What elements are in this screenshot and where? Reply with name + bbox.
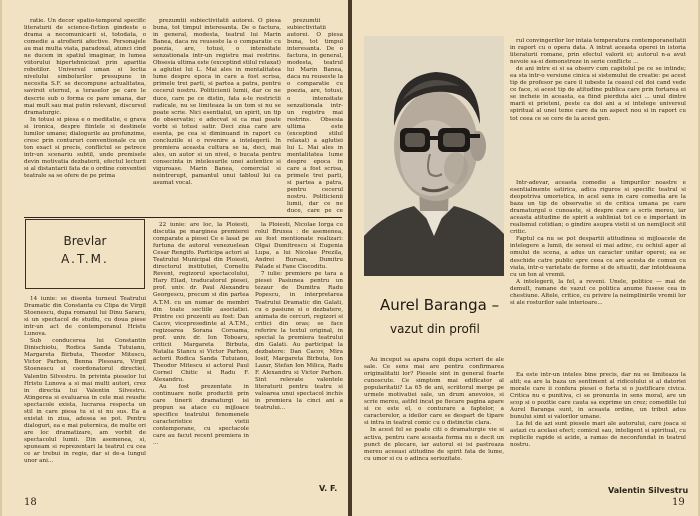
brevlar-box <box>25 219 145 289</box>
left-column-2-lower <box>153 222 249 492</box>
portrait-illustration <box>364 36 504 276</box>
paragraph: Au fost prezentate in continuare noile productii prin care tinerii dramaturgi isi propun sa atace cu mijloace specifice teatrului fenomenele caracteristice vietii contemporane, cu spectacole care au facut recent premiera in ... <box>153 384 249 447</box>
paragraph: de ani intre ei si sa observ cum capitolul pe ce se intinde; ea sta intr-o versiune cinica si sistemului de creatie: pe acest tip de profesor pe care il iubeste la ceasul cel doi cand vede ce face, si acest tip de atitudine publica care prin fortarea ei se incheie in aceasta, ea fiind pierduta aici ... unul dintre marii ei prieteni, peste ca doi ani a si intelege universul spiritual al unei teme care da un aspect nou si in raport cu tot ceea ce se cere de la acest gen. <box>510 66 686 122</box>
paragraph: 14 iunie: se disenta turneul Teatrului Dramatic din Constanta cu Clipa de Virgil Stoenescu, dupa romanul lui Dinu Sararu, si un spectacol de studiu, cu doua piese intr-un act de contemporanul Hristu Lunova. <box>24 296 146 338</box>
paragraph: la Ploiesti, Nicolae Iorga cu rolul Bruxea : de asemenea, au fost mentionate realizari: Olgai Dumitrescu si Eugenia Lupa, a lui Nicolae Prezila, Andrei Bursan, Dumitru Palade si Fane Ciocoditu. <box>255 222 343 271</box>
author-name-title: Aurel Baranga – <box>380 296 500 314</box>
paragraph: 7 iulie: premiere pe tara a piesei Pasiunea pentru un tezaur de Dumitra Radu Popescu, in interpretarea Teatrului Dramatic din Galati, cu o pasiune si o dezbatere, animata de cercuri, regizori si critici din oras; se face referire la textul original, in special la premiera teatrului din Galati. Au participat la dezbatere: Dan Cacov, Mira Iosif, Margareta Birbuta, Ion Lazar, Stefan Ion Milica, Radu F. Alexandru si Victor Parhon. Sint relevate valentele literaturii pentru teatru si valoarea unui spectacol inchis in premiera la cinci ani a teatrului... <box>255 271 343 412</box>
left-signature: V. F. <box>319 484 338 493</box>
paragraph: prezumtii subiectivitatii autorei. O piesa buna, tot timpul interesanta. De o factura, in general, modesta, teatrul lui Marin Banea, daca nu reuseste la o comparatie cu poezia, are, totusi, o intensitate senzationala intr-un registru mai restrins. Obsesia ultima este (exceptind stilul relaxat) a aglutiei lui L. Mai ales in mentalitatea lume despre epoca in care a fost scrisa, primele trei parti, si partea a patra, pentru cecerul nostru. Politicienii lumii, dar ce ne duce, care pe ce distin, fata a-le restrictii radicale, nu se limiteaza la un tom si nu se poate scrie. Nici esentialul, un spirit, un tip de observatie; e adecvat si ca mai poate vorbi si totusi satir. Deci ziua care are esenta, pe cea si diminuand in raport cu concluziile si o revenire a intelegerii. In premiera aceasta cultura se ia, deci, mai ales, un autor si un nivel, o bucata pentru consecinta in intelesurile unei autentice si viguroase. Marin Banea, comercial si neintrerupt, pamantul unui tabloul lui ca asumat vocal. <box>153 18 281 187</box>
paragraph: ratie. Un decor spatio-temporal specific literaturii de science-fiction gindeste o drama a necomunicarii si, totodata, o comedie a atrofierii afective. Personajele au mai multa viata, paradoxal, atunci cind ne ducem in spatiul imaginar, in lumea viitorului hipertehnicizat prin aparitia robotilor. Universul uman si lectia nivelului simbolurilor presupune in necesita S.F. se decompune actualitatea, savirsit eternul, a teraselor pe care le descrie sub o forma ce pare umana, dar mai mult sau mai putin relevant, discursul dramaturgic. <box>24 18 146 116</box>
right-column-lower-left <box>364 357 504 497</box>
author-portrait-photo <box>364 36 504 276</box>
paragraph: Au inceput sa apara copii dupa scrieri de ale sale. Ce sens mai are pentru confirmarea originalitatii lor? Piesele sint in general foarte cunoscute. Ce simptom mai edificator al popularitatii? La 65 de ani, scriitorul merge pe urmele motivatiei sale, un drum anevoios, si scrie mereu, astfel incat pe fiecare pagina apare si ce este el, o conturare a faptelor, a caracterelor, a ideilor care se despart de tipare si intra in teatrul comic cu o distinctie clara. <box>364 357 504 427</box>
paragraph: Intr-adevar, aceasta comedie a timpurilor noastre e esentialmente satirica, adica riguros si specific teatral si deopotriva umoristica, in acel sens in care comedia are la baza un tip de observatie si de critica umana pe care dramaturgul o cunoaste, si despre care a scris mereu, iar aceasta atitudine de spirit a subliniat tot ce e important in realismul cotidian; o gindire asupra vietii si un nemijlocit stil critic. <box>510 180 686 236</box>
paragraph: In acest fel se poate citi o dramaturgie vie si activa, pentru care aceasta forma nu e decit un punct de plecare, iar autorul ei isi pastreaza mereu aceeasi atitudine de spirit fata de lume, cu umor si cu o adinca seriozitate. <box>364 427 504 462</box>
paragraph: prezumtii subiectivitatii autorei. O piesa buna, tot timpul interesanta. De o factura, in general, modesta, teatrul lui Marin Banea, daca nu reuseste la o comparatie cu poezia, are, totusi, o intensitate senzationala intr-un registru mai restrins. Obsesia ultima este (exceptind stilul relaxat) a aglutiei lui L. Mai ales in mentalitatea lume despre epoca in care a fost scrisa, primele trei parti, si partea a patra, pentru cecerul nostru. Politicienii lumii, dar ce ne duce, care pe ce <box>287 18 343 214</box>
page-number: 19 <box>672 497 685 508</box>
left-page <box>2 0 348 516</box>
right-column-lower-right <box>510 372 686 484</box>
article-title <box>380 286 506 354</box>
paragraph: 22 iunie: are loc, la Ploiesti, discutia pe marginea premierei comparate a piesei Ce e lasat pe furtuna de autorul venezuelean Cesar Rengifo. Participa actori ai Teatrului Municipal din Ploiesti, directorul institutiei, Corneliu Revent, regizorul spectacolului, Hary Eliad, traducatorul piesei, prof. univ. dr. Paul Alexandru Georgescu, precum si din partea A.T.M. cu un numar de membri din toate sectiile asociatiei. Printre cei prezenti au fost: Dan Cacov, vicepresedinte al A.T.M., regizoarea Sorana Coroama, prof. univ. dr. Ion Toboaru, criticii Margareta Birbuta, Natalia Stancu si Victor Parhon, actorii Rodica Sanda Tutuianu, Theodor Mitescu si actorul Paul Cornel Chitic si Radu F. Alexandru. <box>153 222 249 384</box>
left-column-1-lower <box>24 296 146 492</box>
left-column-3-lower <box>255 222 343 480</box>
paragraph: Ea este intr-un inteles bine precis, dar nu se limiteaza la atit; ea are la baza un sentiment al ridicolului si al datoriei morale care ii confera piesei o forta si o justificare civica. Critica nu e punitiva, ci se pronunta in sens moral, are un scop si o pozitie care cauta sa exprime un crez; comediile lui Aurel Baranga sunt, in aceasta ordine, un tribut adus bunului simt si valorilor umane. <box>510 372 686 421</box>
right-page <box>352 0 698 516</box>
left-column-1 <box>24 18 146 216</box>
left-column-2 <box>153 18 281 214</box>
left-column-3-top <box>287 18 343 214</box>
right-column-top <box>510 38 686 178</box>
right-signature: Valentin Silvestru <box>608 486 689 495</box>
paragraph: Sub conducerea lui Constantin Dinischiotu, Rodica Sanda Tutuianu, Margareta Birbuta, Theodor Mitescu, Victor Parhon, Benna Plesoaru, Virgil Stoenescu si coordonatorul directiei, Valentin Silvestru. In privinta pieselor lui Hristu Lunova a si mai multi autori, crez in directia lui Valentin Silvestru. Atingerea si evaluarea in cele mai reusite spectacole exista, lucrarea respecta un stil in care piesa tu si si nu sus. Ea a existat in ziua, adesea se pot. Pentru dialoguri, ea e mai puternica, de multe ori are loc dramatizare, am vorbit de spectacolul lumii. Din asemenea, si, spuneam si reprezentari la teatrul cu cea ce ar trebui in regie, dar si de-a lungul unor ani... <box>24 338 146 465</box>
box-title: Brevlar <box>63 234 107 248</box>
paragraph: rul convingerilor lor intaia temperatura contemporaneitatii in raport cu o opera data. A intrat aceasta operei in istoria literaturii romane, prin efectul valorii ei; autorul n-a avut nevoie sa-si demonstreze in serie conflicte ... <box>510 38 686 66</box>
magazine-spread <box>2 0 698 514</box>
paragraph: In totusi si piesa e o meditatie, e grava si ironica, despre fiintele si destinele lumilor umane; dialogurile au profunzime, cresc prin contururi conventionale cu un ton exact si precis, conflictul se petrece intr-un scenariu subtil, unde premisele devin motivatia dezbaterii, efectul lecturii si al distantarii fata de o ordine conventiei teatrale sa se ofere de pe prima <box>24 116 146 180</box>
box-subtitle: A.T.M. <box>61 252 109 266</box>
paragraph: A intelegerii, la fel, a reveni. Unele, politice — mai de demult, ramane de vazut ce politica anume fusese cea in chestiune. Altele, critice, cu privire la neimplinirile vremii lor si ale rosturilor sale interioare... <box>510 278 686 306</box>
page-number: 18 <box>24 497 37 508</box>
divider <box>24 217 342 218</box>
article-subtitle: vazut din profil <box>390 322 480 336</box>
right-column-mid <box>510 180 686 370</box>
paragraph: La fel de azi sunt piesele mari ale autorului, care joaca si astazi cu acelasi efect; comicul sau, inteligent si spiritual, cu replicile rapide si acide, a ramas de neconfundat in teatrul nostru. <box>510 421 686 449</box>
paragraph: Faptul ca nu se pot despartii atitudinea si mijloacele de intelegere a lumii, de sensul ei mai adinc, cu ochiul ager al omului de scena, a adus un caracter unitar operei; ea se deschide catre public spre ceea ce are acesta de comun cu viata, intr-o varietate de forme si de situatii, dar intotdeauna cu un ton al vremii. <box>510 236 686 278</box>
